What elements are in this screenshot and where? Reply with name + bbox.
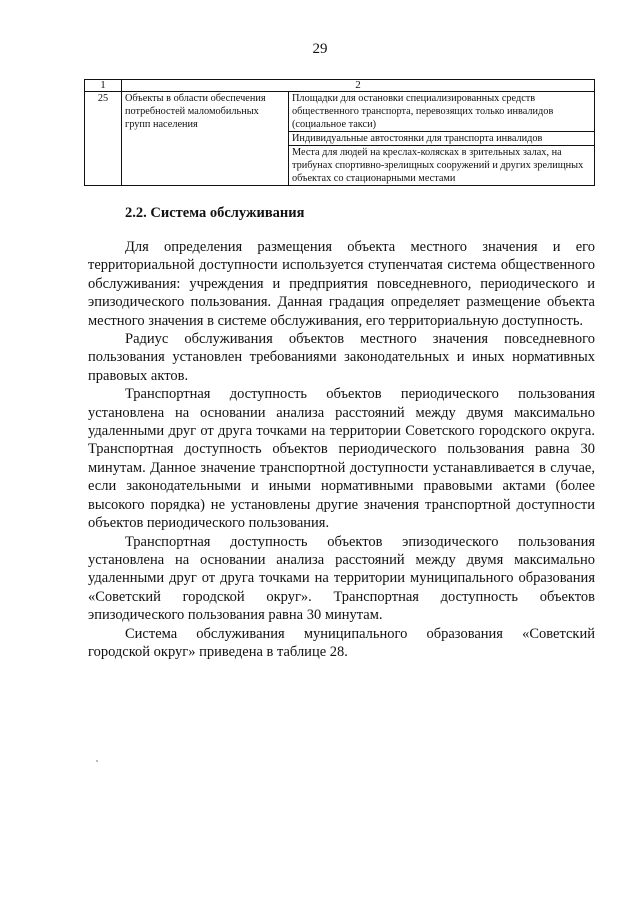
row-item-3: Места для людей на креслах-колясках в зрительных залах, на трибунах спортивно-зрелищных сооружений и других зрелищных объектах со стационарными местами: [289, 146, 595, 186]
paragraph: Система обслуживания муниципального образования «Советский городской округ» приведена в таблице 28.: [88, 625, 595, 660]
table-row: [85, 92, 595, 132]
table-header-col-1: 1: [85, 80, 122, 92]
section-body: [88, 238, 595, 661]
row-item-2: Индивидуальные автостоянки для транспорта инвалидов: [289, 132, 595, 146]
objects-table: [84, 79, 595, 186]
row-category: Объекты в области обеспечения потребностей маломобильных групп населения: [122, 92, 289, 186]
section-heading: 2.2. Система обслуживания: [125, 205, 305, 221]
scan-speck: [96, 760, 98, 762]
paragraph: Транспортная доступность объектов периодического пользования установлена на основании анализа расстояний между двумя максимально удаленными друг от друга точками на территории Советского городского округа. Транспортная доступность объектов периодического пользования равна 30 минутам. Данное значение транспортной доступности устанавливается в случае, если законодательными и иными нормативными правовыми актами (более высокого порядка) не установлены другие значения транспортной доступности объектов периодического пользования.: [88, 386, 595, 532]
table-header-col-2: 2: [122, 80, 595, 92]
page-number: 29: [312, 41, 328, 57]
row-number: 25: [85, 92, 122, 186]
paragraph: Радиус обслуживания объектов местного значения повседневного пользования установлен требованиями законодательных и иных нормативных правовых актов.: [88, 331, 595, 384]
row-item-1: Площадки для остановки специализированных средств общественного транспорта, перевозящих только инвалидов (социальное такси): [289, 92, 595, 132]
paragraph: Транспортная доступность объектов эпизодического пользования установлена на основании анализа расстояний между двумя максимально удаленными друг от друга точками на территории муниципального образования «Советский городской округ». Транспортная доступность объектов эпизодического пользования равна 30 минутам.: [88, 533, 595, 624]
table-header-row: [85, 80, 595, 92]
paragraph: Для определения размещения объекта местного значения и его территориальной доступности используется ступенчатая система общественного обслуживания: учреждения и предприятия повседневного, периодического и эпизодического пользования. Данная градация определяет размещение объекта местного значения в системе обслуживания, его территориальную доступность.: [88, 239, 595, 329]
